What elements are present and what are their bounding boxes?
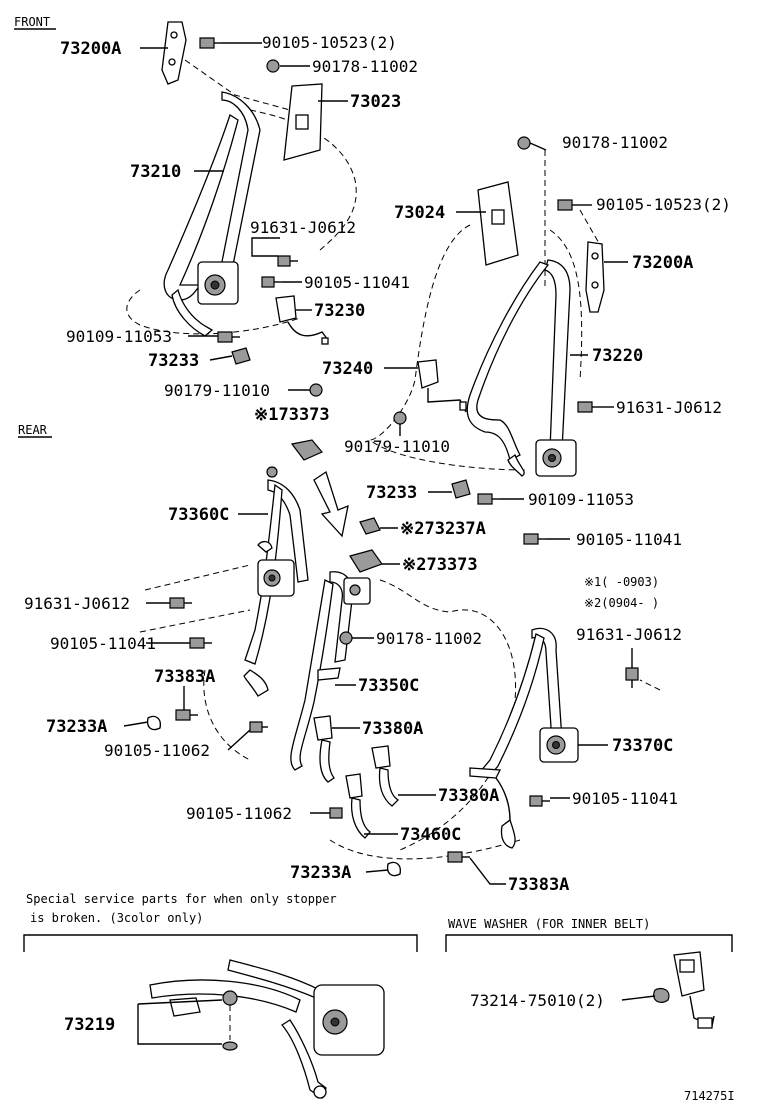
label-73360C: 73360C [168,505,230,525]
special-note-line1: Special service parts for when only stopper [26,892,337,906]
label-73219: 73219 [64,1015,116,1035]
label-73214-75010: 73214-75010(2) [470,991,605,1010]
label-73233A-rear-center: 73233A [290,863,352,883]
part-labels [24,33,731,1035]
front-header: FRONT [14,15,51,29]
special-note-line2: is broken. (3color only) [30,911,204,925]
label-73200A-front-left: 73200A [60,39,122,59]
label-73383A-rear-center: 73383A [508,875,570,895]
label-90105-10523-front-right: 90105-10523(2) [596,195,731,214]
label-73460C: 73460C [400,825,462,845]
label-73350C: 73350C [358,676,420,696]
label-73373-front: ※173373 [254,405,330,425]
label-90105-11041-front-left: 90105-11041 [304,273,410,292]
label-90178-11002-front-left: 90178-11002 [312,57,418,76]
label-91631-J0612-front-right: 91631-J0612 [616,398,722,417]
label-90178-11002-front-right: 90178-11002 [562,133,668,152]
figure-id: 714275I [684,1089,735,1103]
label-91631-J0612-front-left: 91631-J0612 [250,218,356,237]
label-73370C: 73370C [612,736,674,756]
label-73230: 73230 [314,301,366,321]
label-90109-11053-front-right: 90109-11053 [528,490,634,509]
note-1: ※1( -0903) [584,575,660,589]
label-90179-11010-front-left: 90179-11010 [164,381,270,400]
wave-washer-title: WAVE WASHER (FOR INNER BELT) [448,917,651,931]
label-73383A-rear-left: 73383A [154,667,216,687]
label-90105-11041-rear-right: 90105-11041 [572,789,678,808]
label-73240: 73240 [322,359,374,379]
label-73237A: ※273237A [400,519,486,539]
label-90105-11041-front-right: 90105-11041 [576,530,682,549]
label-73220: 73220 [592,346,644,366]
note-2: ※2(0904- ) [584,596,660,610]
label-73200A-front-right: 73200A [632,253,694,273]
label-73023: 73023 [350,92,402,112]
label-73233A-rear-left: 73233A [46,717,108,737]
label-90178-11002-rear: 90178-11002 [376,629,482,648]
label-90179-11010-front-right: 90179-11010 [344,437,450,456]
label-91631-J0612-rear-right: 91631-J0612 [576,625,682,644]
label-90109-11053-front-left: 90109-11053 [66,327,172,346]
label-91631-J0612-rear-left: 91631-J0612 [24,594,130,613]
label-73373-rear: ※273373 [402,555,478,575]
section-headers [14,15,56,437]
label-73024: 73024 [394,203,446,223]
rear-header: REAR [18,423,47,437]
special-parts-section [24,935,732,1098]
label-73380A-upper: 73380A [362,719,424,739]
label-73233-front-right: 73233 [366,483,418,503]
label-90105-11062-left: 90105-11062 [104,741,210,760]
label-90105-11062-center: 90105-11062 [186,804,292,823]
label-90105-11041-rear-left: 90105-11041 [50,634,156,653]
label-73233-front-left: 73233 [148,351,200,371]
label-73210: 73210 [130,162,182,182]
label-73380A-lower: 73380A [438,786,500,806]
label-90105-10523-front-left: 90105-10523(2) [262,33,397,52]
